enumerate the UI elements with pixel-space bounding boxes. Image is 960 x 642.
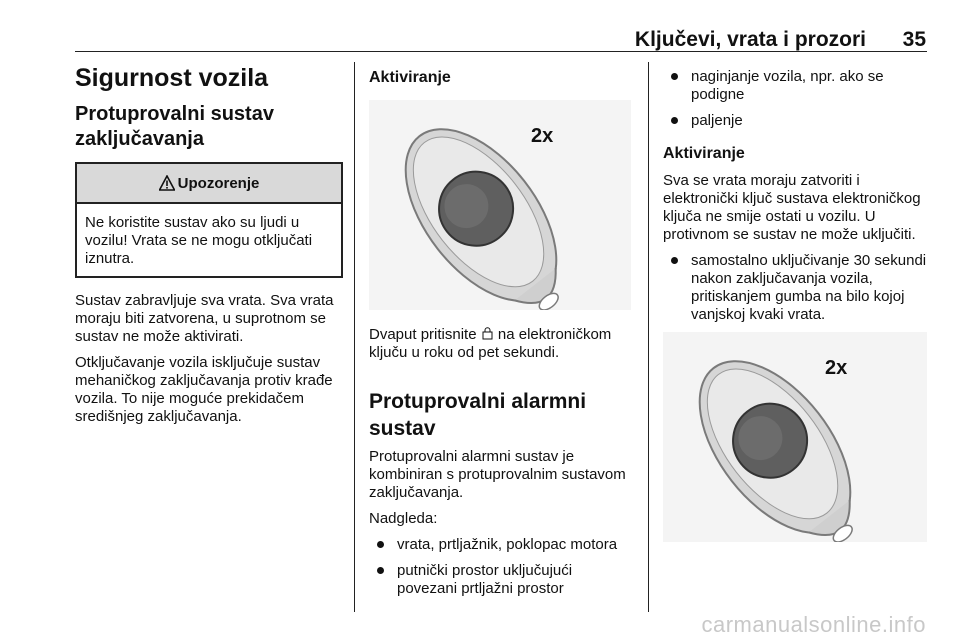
- alarm-title: Protuprovalni alarmni sustav: [369, 390, 587, 440]
- warning-title: Upozorenje: [177, 174, 260, 192]
- instruction-after: na elektroničkom ključu u roku od pet sekundi.: [369, 326, 612, 361]
- press-count-label: 2x: [825, 357, 848, 379]
- column-2: [369, 62, 634, 606]
- list-item: putnički prostor uključujući povezani prtljažni prostor: [369, 562, 634, 598]
- instruction-before: Dvaput pritisnite: [369, 326, 477, 343]
- warning-header: [77, 164, 341, 204]
- column-divider-2: [648, 62, 649, 612]
- activation-heading: Aktiviranje: [369, 69, 451, 86]
- section-title: Sigurnost vozila: [75, 64, 269, 92]
- key-fob-illustration-2: [663, 332, 927, 542]
- list-item: naginjanje vozila, npr. ako se podigne: [663, 68, 928, 104]
- lock-icon: [482, 327, 493, 340]
- monitors-list-continued: [663, 68, 928, 130]
- watermark: carmanualsonline.info: [701, 612, 926, 637]
- chapter-title: Ključevi, vrata i prozori: [634, 28, 866, 51]
- monitors-label: Nadgleda:: [369, 510, 438, 527]
- list-item: samostalno uključivanje 30 sekundi nakon zaključavanja vozila, pritiskanjem gumba na bilo kojoj vanjskoj kvaki vrata.: [663, 252, 928, 324]
- page-number: 35: [902, 28, 926, 51]
- list-item: paljenje: [663, 112, 928, 130]
- alarm-text: Protuprovalni alarmni sustav je kombiniran s protuprovalnim sustavom zaključavanja.: [369, 448, 626, 501]
- instruction-text: [369, 326, 634, 362]
- warning-box: [75, 162, 343, 278]
- list-item: vrata, prtljažnik, poklopac motora: [369, 536, 634, 554]
- key-fob-illustration: [369, 100, 631, 310]
- column-3: [663, 62, 928, 542]
- column-1: [75, 62, 343, 434]
- paragraph: Sustav zabravljuje sva vrata. Sva vrata moraju biti zatvorena, u suprotnom se sustav ne može aktivirati.: [75, 292, 334, 345]
- subsection-title: Protuprovalni sustav zaključavanja: [75, 103, 274, 150]
- paragraph: Sva se vrata moraju zatvoriti i elektronički ključ sustava elektroničkog ključa ne smije ostati u vozilu. U protivnom se sustav ne može uključiti.: [663, 172, 921, 243]
- paragraph: Otključavanje vozila isključuje sustav mehaničkog zaključavanja protiv krađe vozila. To nije moguće prekidačem središnjeg zaključavanja.: [75, 354, 333, 425]
- monitors-list: [369, 536, 634, 598]
- warning-text: Ne koristite sustav ako su ljudi u vozilu! Vrata se ne mogu otključati iznutra.: [85, 214, 313, 267]
- column-divider-1: [354, 62, 355, 612]
- header-rule: [75, 51, 927, 52]
- activation-heading-2: Aktiviranje: [663, 145, 745, 162]
- warning-triangle-icon: [159, 175, 175, 191]
- press-count-label: 2x: [531, 125, 554, 147]
- auto-activation-list: [663, 252, 928, 324]
